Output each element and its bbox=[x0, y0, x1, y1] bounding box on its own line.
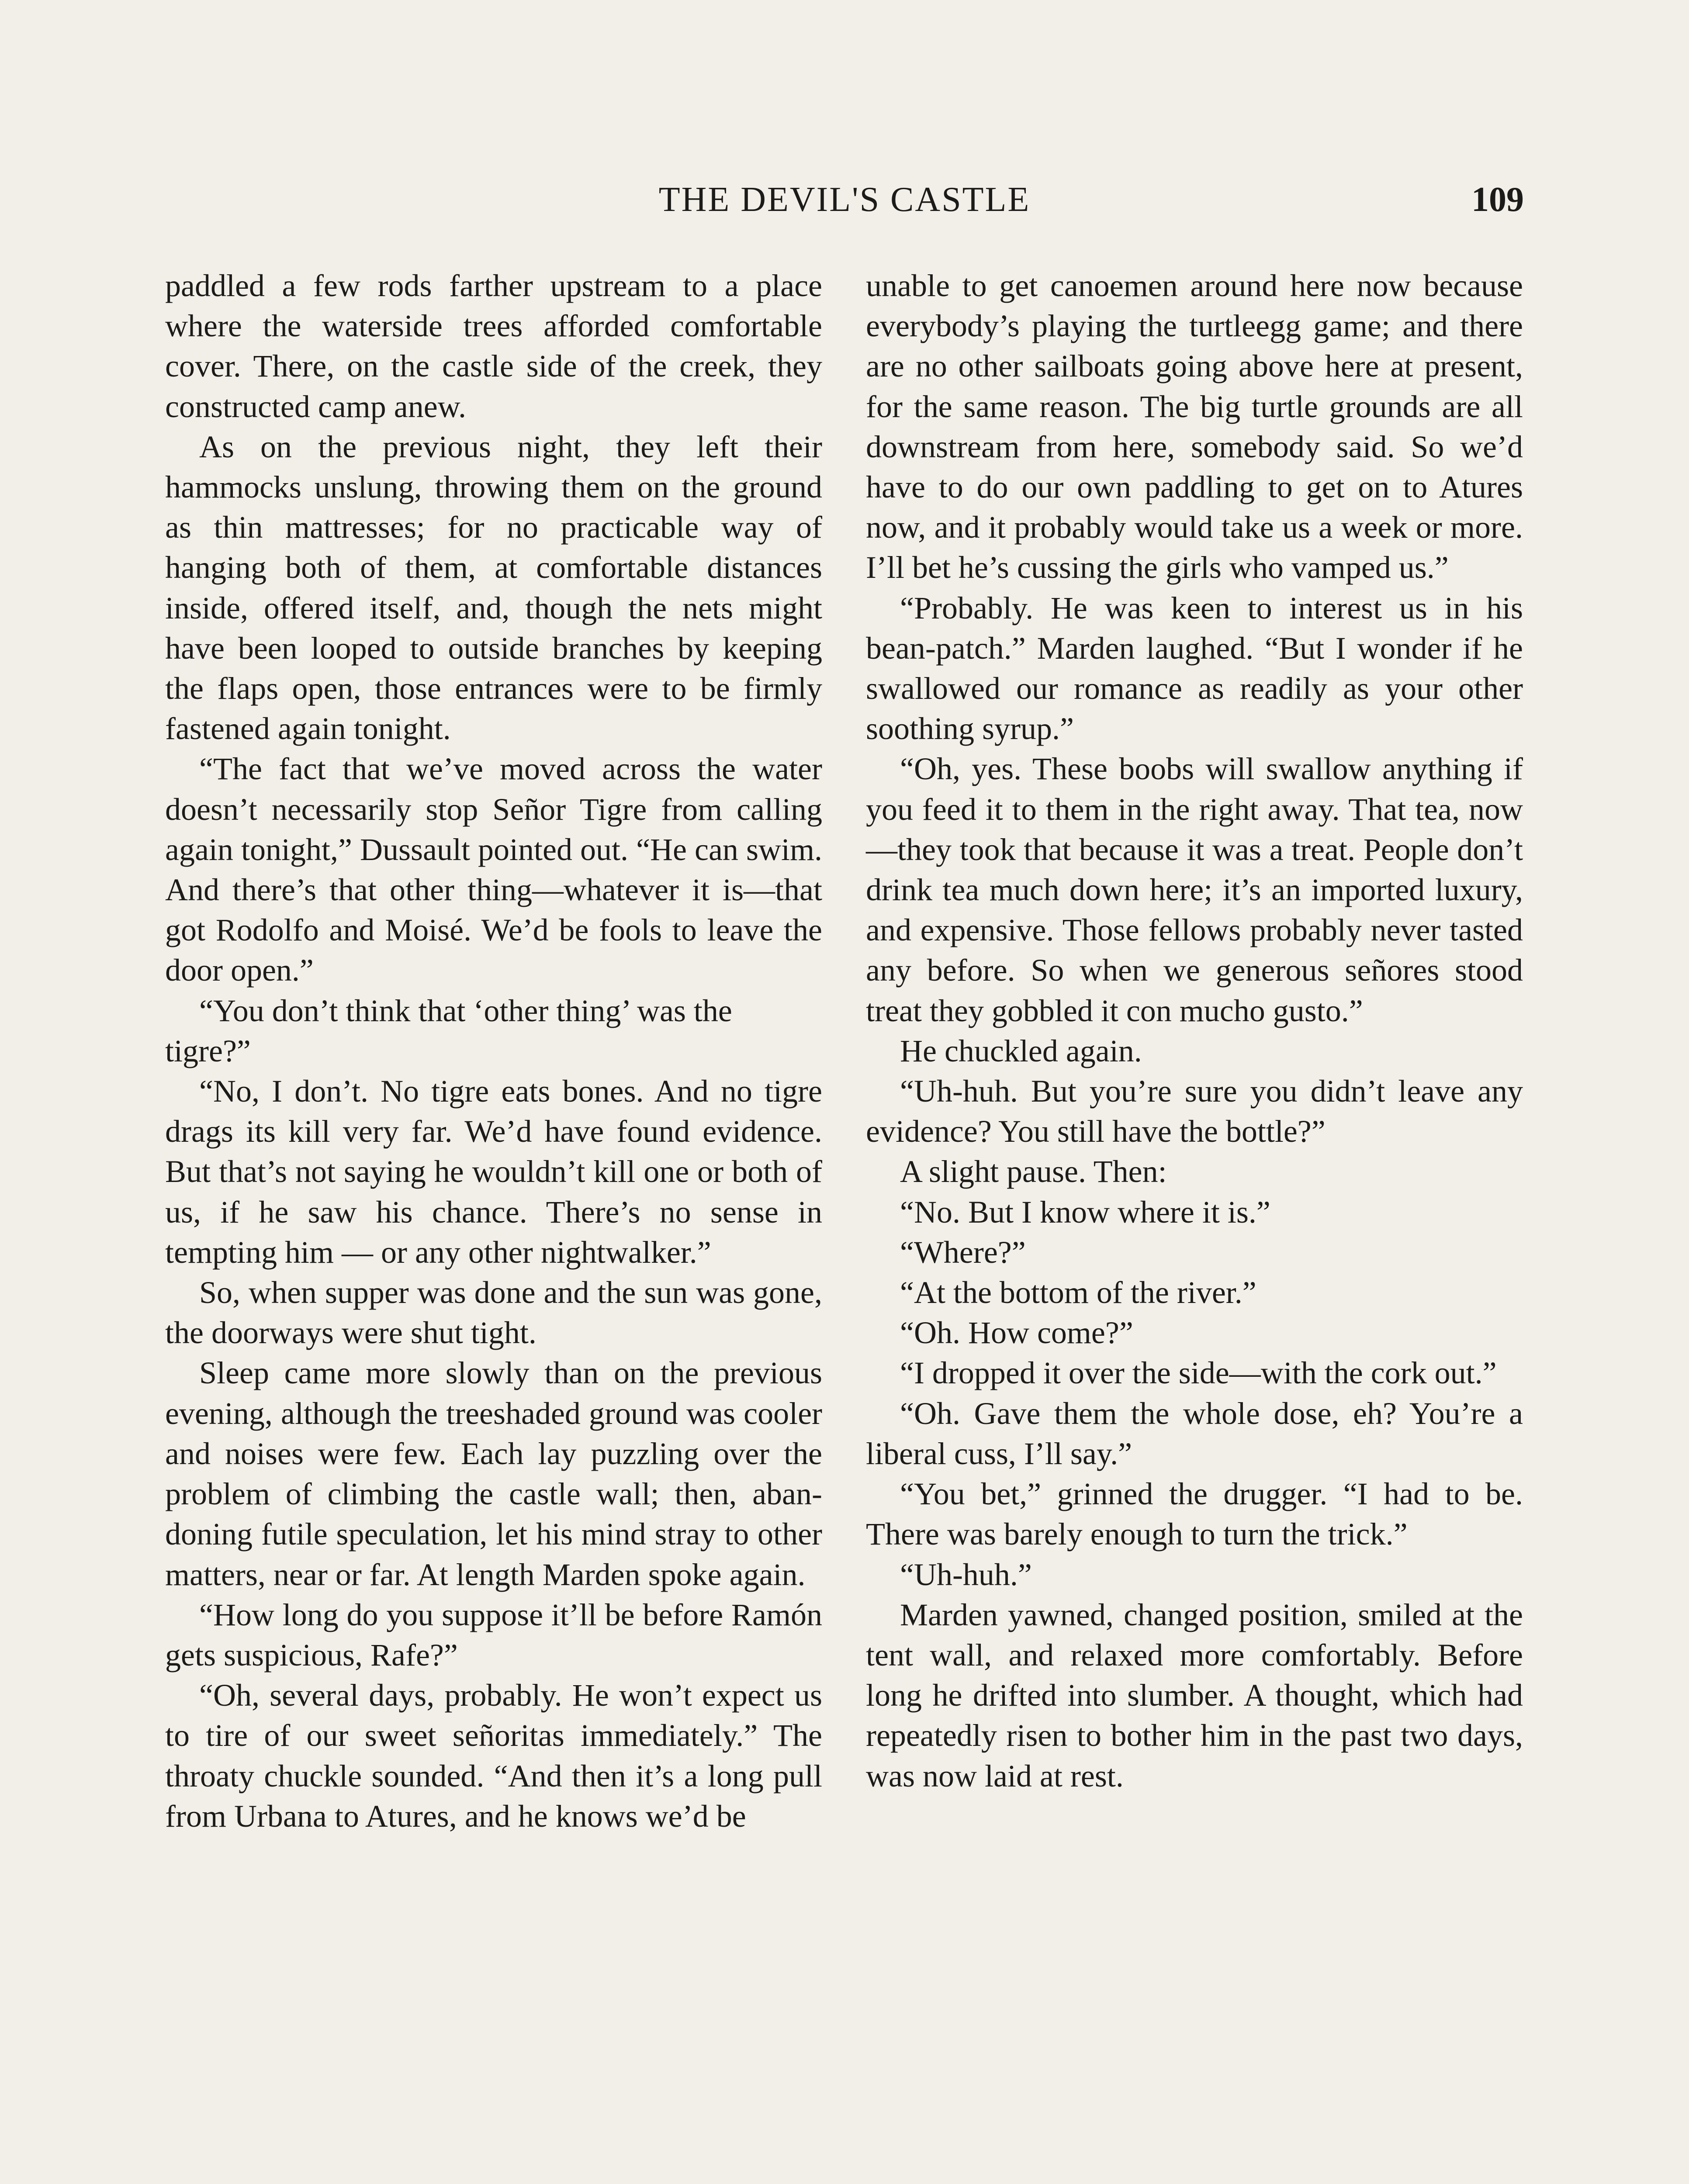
paragraph: “Oh. Gave them the whole dose, eh? You’re a liberal cuss, I’ll say.” bbox=[866, 1396, 1523, 1471]
paragraph: Sleep came more slowly than on the previous evening, although the treeshaded ground was cooler and noises were few. Each lay puzzling over the problem of climbing the castle wall; then, abandoning futile speculation, let his mind stray to other matters, near or far. At length Marden spoke again. bbox=[165, 1355, 822, 1592]
paragraph: He chuckled again. bbox=[900, 1033, 1142, 1068]
paragraph: “Probably. He was keen to interest us in his bean-patch.” Marden laughed. “But I wonder if he swallowed our romance as readily as your other soothing syrup.” bbox=[866, 590, 1523, 746]
paragraph: “You bet,” grinned the drugger. “I had to be. There was barely enough to turn the trick.” bbox=[866, 1476, 1523, 1552]
paragraph: “How long do you suppose it’ll be before Ramón gets suspicious, Rafe?” bbox=[165, 1597, 822, 1673]
paragraph: “I dropped it over the side—with the cork out.” bbox=[900, 1355, 1497, 1391]
paragraph: A slight pause. Then: bbox=[900, 1154, 1167, 1189]
paragraph: “You don’t think that ‘other thing’ was the tigre?” bbox=[165, 993, 732, 1068]
paragraph: “Oh, yes. These boobs will swallow anything if you feed it to them in the right away. That tea, now—they took that because it was a treat. People don’t drink tea much down here; it’s an imported luxury, and expensive. Those fellows probably never tasted any before. So when we generous señores stood treat they gobbled it con mucho gusto.” bbox=[866, 751, 1523, 1028]
left-column bbox=[165, 266, 822, 1836]
right-column bbox=[866, 266, 1523, 1796]
paragraph: “Where?” bbox=[900, 1234, 1026, 1270]
paragraph: “No, I don’t. No tigre eats bones. And no tigre drags its kill very far. We’d have found evidence. But that’s not saying he wouldn’t kill one or both of us, if he saw his chance. There’s no sense in tempting him — or any other nightwalker.” bbox=[165, 1074, 822, 1270]
paragraph: “No. But I know where it is.” bbox=[900, 1194, 1270, 1230]
paragraph: Marden yawned, changed position, smiled at the tent wall, and relaxed more comfortably. Before long he drifted into slumber. A thought, which had repeatedly risen to bother him in the past two days, was now laid at rest. bbox=[866, 1597, 1523, 1794]
paragraph: “Oh. How come?” bbox=[900, 1315, 1133, 1351]
running-head bbox=[165, 176, 1524, 224]
paragraph: “At the bottom of the river.” bbox=[900, 1275, 1256, 1310]
paragraph: unable to get canoemen around here now because everybody’s playing the turtleegg game; and there are no other sailboats going above here at present, for the same reason. The big turtle grounds are all downstream from here, somebody said. So we’d have to do our own paddling to get on to Atures now, and it probably would take us a week or more. I’ll bet he’s cussing the girls who vamped us.” bbox=[866, 268, 1523, 585]
paragraph: “Uh-huh.” bbox=[900, 1557, 1032, 1592]
paragraph: As on the previous night, they left their hammocks unslung, throwing them on the ground as thin mattresses; for no practicable way of hanging both of them, at comfortable distances inside, offered itself, and, though the nets might have been looped to outside branches by keeping the flaps open, those entrances were to be firmly fastened again tonight. bbox=[165, 429, 822, 746]
paragraph: “The fact that we’ve moved across the water doesn’t necessarily stop Señor Tigre from calling again tonight,” Dussault pointed out. “He can swim. And there’s that other thing—whatever it is—that got Rodolfo and Moisé. We’d be fools to leave the door open.” bbox=[165, 751, 822, 988]
page-number: 109 bbox=[1471, 180, 1524, 219]
running-title: THE DEVIL'S CASTLE bbox=[658, 180, 1031, 219]
paragraph: “Oh, several days, probably. He won’t expect us to tire of our sweet señoritas immediately.” The throaty chuckle sounded. “And then it’s a long pull from Urbana to Atures, and he knows we’d be bbox=[165, 1678, 822, 1834]
paragraph: paddled a few rods farther upstream to a place where the waterside trees afforded comfortable cover. There, on the castle side of the creek, they constructed camp anew. bbox=[165, 268, 822, 424]
paragraph: “Uh-huh. But you’re sure you didn’t leave any evidence? You still have the bottle?” bbox=[866, 1074, 1523, 1149]
paragraph: So, when supper was done and the sun was gone, the doorways were shut tight. bbox=[165, 1275, 822, 1351]
